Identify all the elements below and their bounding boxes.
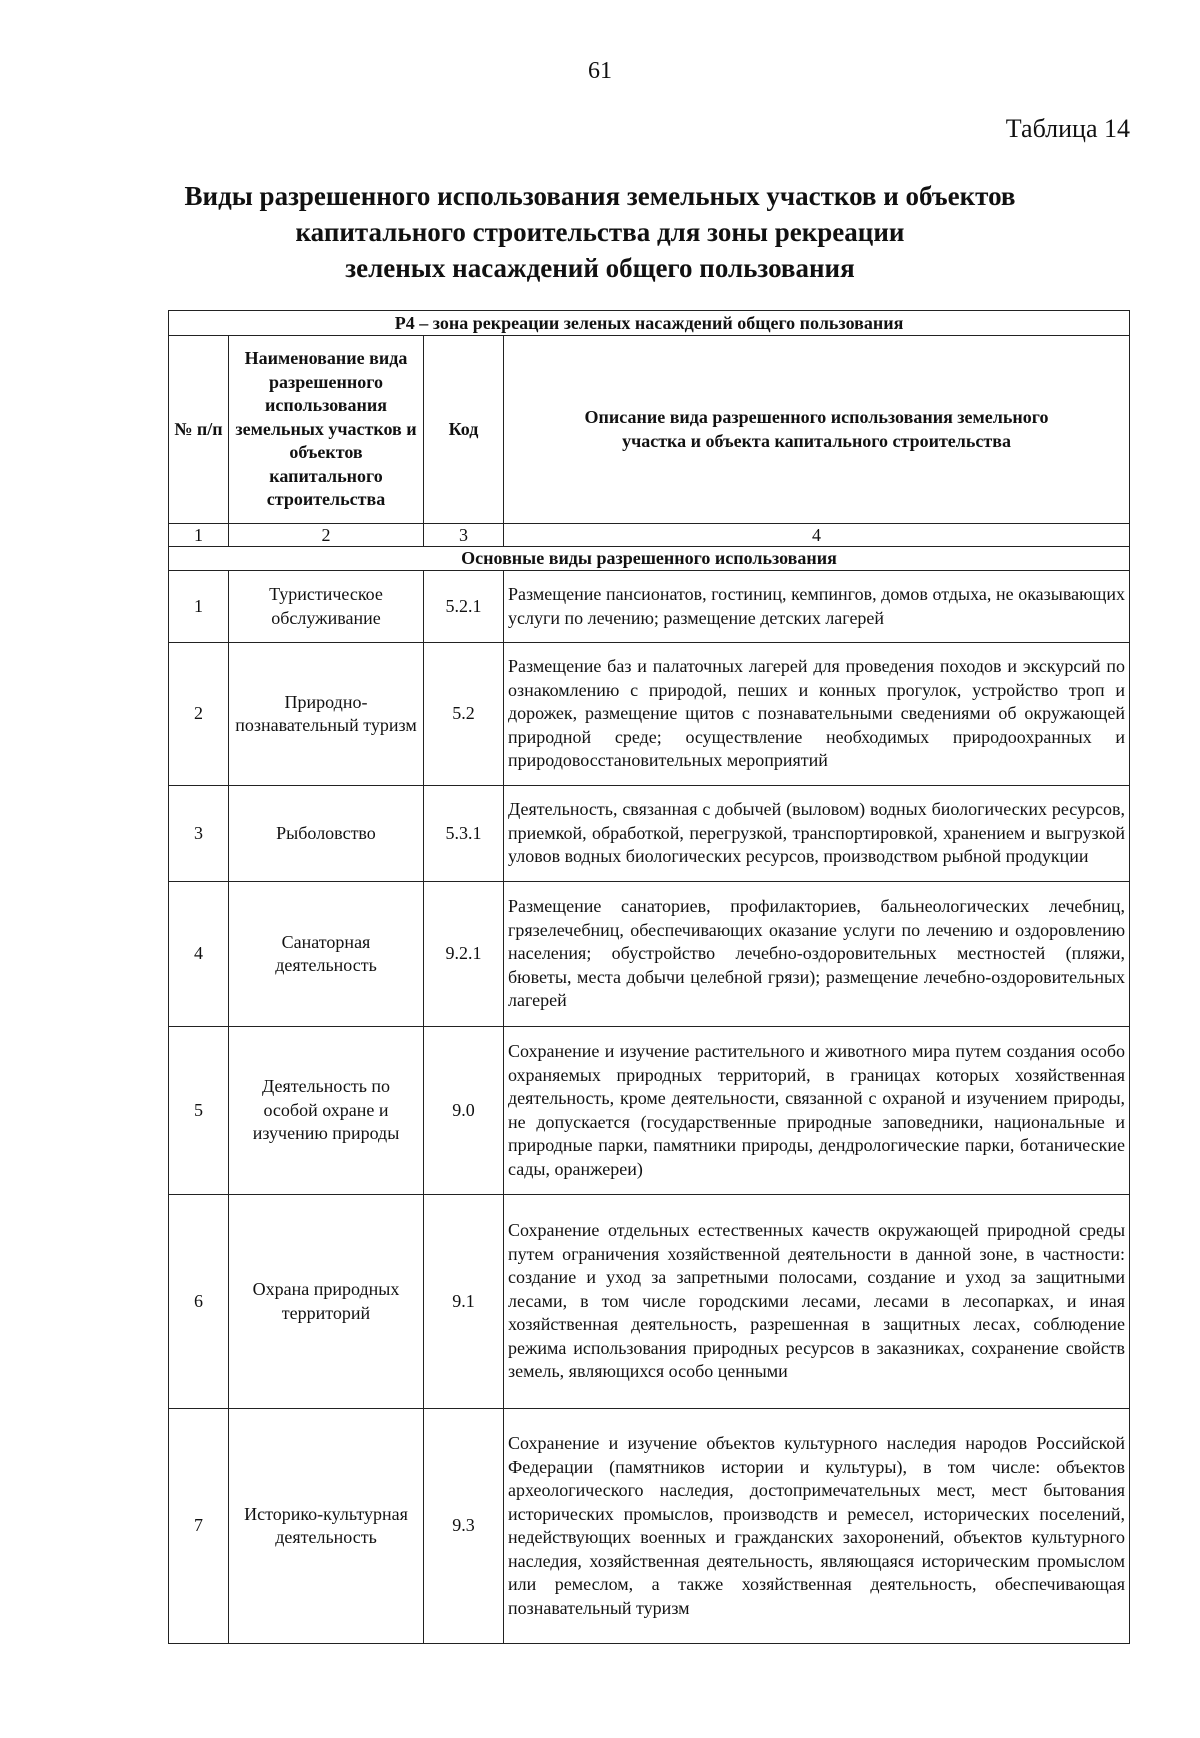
row-code: 9.3 (424, 1409, 504, 1644)
table-body (169, 311, 1130, 1644)
document-title (100, 178, 1100, 286)
row-description: Сохранение и изучение объектов культурного наследия народов Российской Федерации (памятников истории и культуры), в том числе: объектов археологического наследия, достопримечательных мест, мест бытования исторических промыслов, производств и ремесел, исторических поселений, недействующих военных и гражданских захоронений, объектов культурного наследия, хозяйственная деятельность, являющаяся историческим промыслом или ремеслом, а также хозяйственная деятельность, обеспечивающая познавательный туризм (504, 1409, 1130, 1644)
row-number: 5 (169, 1027, 229, 1195)
row-description: Размещение баз и палаточных лагерей для проведения походов и экскурсий по ознакомлению с природой, пеших и конных прогулок, устройство троп и дорожек, размещение щитов с познавательными сведениями об окружающей природной среде; осуществление необходимых природоохранных и природовосстановительных мероприятий (504, 643, 1130, 786)
row-name: Туристическое обслуживание (229, 571, 424, 643)
table-label: Таблица 14 (1005, 114, 1130, 143)
row-code: 9.1 (424, 1195, 504, 1409)
row-name: Деятельность по особой охране и изучению природы (229, 1027, 424, 1195)
header-code: Код (424, 336, 504, 524)
table-row (169, 882, 1130, 1027)
table-row (169, 786, 1130, 882)
table-row (169, 1409, 1130, 1644)
header-row (169, 336, 1130, 524)
zone-table (168, 310, 1130, 1644)
column-number: 1 (169, 524, 229, 547)
title-line: капитального строительства для зоны рекреации (295, 217, 905, 247)
row-number: 1 (169, 571, 229, 643)
column-number: 2 (229, 524, 424, 547)
header-name: Наименование вида разрешенного использования земельных участков и объектов капитального строительства (229, 336, 424, 524)
row-description: Размещение санаториев, профилакториев, бальнеологических лечебниц, грязелечебниц, обеспечивающих оказание услуги по лечению и оздоровлению населения; обустройство лечебно-оздоровительных местностей (пляжи, бюветы, места добычи целебной грязи); размещение лечебно-оздоровительных лагерей (504, 882, 1130, 1027)
zone-title-row (169, 311, 1130, 336)
row-description: Сохранение отдельных естественных качеств окружающей природной среды путем ограничения хозяйственной деятельности в данной зоне, в частности: создание и уход за запретными полосами, создание и уход за защитными лесами, в том числе городскими лесами, лесами в лесопарках, и иная хозяйственная деятельность, разрешенная в защитных лесах, соблюдение режима использования природных ресурсов в заказниках, сохранение свойств земель, являющихся особо ценными (504, 1195, 1130, 1409)
row-code: 5.2.1 (424, 571, 504, 643)
row-name: Историко-культурная деятельность (229, 1409, 424, 1644)
section-title: Основные виды разрешенного использования (169, 547, 1130, 571)
row-number: 6 (169, 1195, 229, 1409)
row-code: 5.3.1 (424, 786, 504, 882)
row-number: 4 (169, 882, 229, 1027)
row-description: Сохранение и изучение растительного и животного мира путем создания особо охраняемых природных территорий, в границах которых хозяйственная деятельность, кроме деятельности, связанной с охраной и изучением природы, не допускается (государственные природные заповедники, национальные и природные парки, памятники природы, дендрологические парки, ботанические сады, оранжереи) (504, 1027, 1130, 1195)
table-row (169, 643, 1130, 786)
section-row (169, 547, 1130, 571)
row-number: 2 (169, 643, 229, 786)
table-row (169, 571, 1130, 643)
zone-title: Р4 – зона рекреации зеленых насаждений общего пользования (169, 311, 1130, 336)
title-line: Виды разрешенного использования земельных участков и объектов (184, 181, 1016, 211)
header-num: № п/п (169, 336, 229, 524)
row-name: Охрана природных территорий (229, 1195, 424, 1409)
row-description: Деятельность, связанная с добычей (выловом) водных биологических ресурсов, приемкой, обработкой, перегрузкой, транспортировкой, хранением и выгрузкой уловов водных биологических ресурсов, производством рыбной продукции (504, 786, 1130, 882)
row-code: 9.0 (424, 1027, 504, 1195)
row-description: Размещение пансионатов, гостиниц, кемпингов, домов отдыха, не оказывающих услуги по лечению; размещение детских лагерей (504, 571, 1130, 643)
row-name: Санаторная деятельность (229, 882, 424, 1027)
page-number: 61 (588, 58, 612, 84)
row-name: Рыболовство (229, 786, 424, 882)
title-line: зеленых насаждений общего пользования (345, 253, 855, 283)
row-code: 9.2.1 (424, 882, 504, 1027)
column-number: 4 (504, 524, 1130, 547)
row-code: 5.2 (424, 643, 504, 786)
header-desc: Описание вида разрешенного использования земельного участка и объекта капитального строительства (504, 336, 1130, 524)
column-number-row (169, 524, 1130, 547)
row-number: 7 (169, 1409, 229, 1644)
row-number: 3 (169, 786, 229, 882)
row-name: Природно-познавательный туризм (229, 643, 424, 786)
table-row (169, 1195, 1130, 1409)
table-row (169, 1027, 1130, 1195)
column-number: 3 (424, 524, 504, 547)
